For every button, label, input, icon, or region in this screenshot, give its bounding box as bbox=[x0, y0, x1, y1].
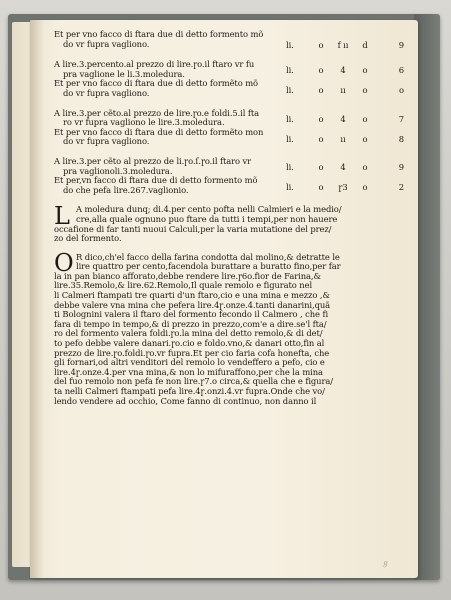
amount-part: o bbox=[318, 65, 324, 76]
amount-part: 2 bbox=[398, 181, 404, 192]
entry-amount bbox=[286, 41, 404, 51]
amount-part: 4 bbox=[340, 65, 346, 76]
amount-part: o bbox=[318, 40, 324, 50]
entry-line: ro vr fupra vagliono le lire.3.moledura. bbox=[63, 118, 225, 128]
drop-cap: O bbox=[54, 248, 74, 277]
paragraph-farina bbox=[54, 248, 372, 407]
text-line: del fuo remolo non pefa fe non lire.ɼ7.o circa,& quella che e figura/ bbox=[54, 377, 333, 387]
text-line: prezzo de lire.ɼo.foldi.ɼo.vr fupra.Et per cio faria cofa honefta, che bbox=[54, 348, 330, 358]
text-line: to pefo debbe valere danari.ɼo.cio e foldo.vno,& danari otto,fin al bbox=[54, 339, 325, 349]
text-line: zo del formento. bbox=[54, 234, 122, 244]
amount-part: o bbox=[318, 133, 324, 144]
entry-line: do vr fupra vagliono. bbox=[63, 88, 150, 98]
text-line: gli fornari,od altri venditori del remolo lo vendeffero a pefo, cio e bbox=[54, 358, 325, 368]
entry-line: do vr fupra vagliono. bbox=[63, 39, 150, 49]
amount-part: o bbox=[318, 85, 324, 96]
text-line: debbe valere vna mina che pefera lire.4ɼ.onze.4.tanti danarini,quã bbox=[54, 300, 331, 310]
entry-line: Et per,vn facco di ftara due di detto formento mõ bbox=[54, 176, 258, 186]
entry-1 bbox=[54, 30, 404, 50]
amount-part: o bbox=[318, 181, 324, 192]
paragraph-moledura bbox=[54, 202, 372, 244]
entry-amount bbox=[286, 86, 404, 96]
amount-li: li. bbox=[286, 85, 294, 96]
text-line: la in pan bianco afforato,debbe rendere lire.ɼ6o.fior de Farina,& bbox=[54, 271, 321, 281]
amount-part: o bbox=[362, 181, 368, 192]
text-line: ti Bolognini valera il ftaro del formento fecondo il Calmero , che fi bbox=[54, 310, 329, 320]
text-line: lire quattro per cento,facendola burattare a buratto fino,per far bbox=[76, 262, 341, 272]
entry-line: Et per vno facco di ftara due di detto formẽto mon bbox=[54, 127, 264, 137]
pencil-mark: ℊ bbox=[382, 559, 389, 567]
amount-li: li. bbox=[286, 40, 294, 50]
text-line: R dico,ch'el facco della farina condotta dal molino,& detratte le bbox=[76, 252, 340, 262]
entry-3 bbox=[54, 108, 404, 147]
entry-line: A lire.3.percento.al prezzo di lire.ɼo.il ftaro vr fu bbox=[54, 60, 255, 70]
entry-amount bbox=[286, 183, 404, 193]
amount-part: d bbox=[362, 40, 368, 50]
amount-part: f ıı bbox=[337, 40, 349, 50]
amount-li: li. bbox=[286, 65, 294, 76]
amount-li: li. bbox=[286, 161, 294, 172]
entry-amount bbox=[286, 163, 404, 173]
text-line: cre,alla quale ognuno puo ftare da tutti i tempi,per non hauere bbox=[76, 214, 338, 224]
entry-4 bbox=[54, 156, 404, 195]
amount-part: ıı bbox=[340, 133, 346, 144]
text-line: ta nelli Calmeri ftampati pefa lire.4ɼ.onzi.4.vr fupra.Onde che vo/ bbox=[54, 387, 325, 396]
amount-part: o bbox=[362, 85, 368, 96]
page-text bbox=[54, 30, 404, 406]
entry-line: pra vaglione le li.3.moledura. bbox=[63, 69, 185, 79]
amount-part: o bbox=[318, 161, 324, 172]
text-line: lire.4ɼ.onze.4.per vna mina,& non lo mifuraffono,per che la mina bbox=[54, 367, 323, 377]
text-line: li Calmeri ftampati tre quarti d'un ftaro,cio e una mina e mezzo ,& bbox=[54, 291, 330, 301]
amount-part: 8 bbox=[398, 133, 404, 144]
entry-line: A lire.3.per cẽto.al prezzo de lire.ɼo.e foldi.5.il fta bbox=[54, 108, 260, 118]
text-line: lendo vendere ad occhio, Come fanno di continuo, non danno il bbox=[54, 396, 317, 406]
amount-part: 9 bbox=[398, 40, 404, 50]
amount-li: li. bbox=[286, 113, 294, 124]
entry-line: do che pefa lire.267.vaglionio. bbox=[63, 185, 189, 195]
amount-part: o bbox=[399, 85, 404, 96]
amount-part: 6 bbox=[398, 65, 404, 76]
entry-line: Et per vno facco di ftara due di detto formẽto mõ bbox=[54, 79, 258, 89]
amount-part: 9 bbox=[398, 161, 404, 172]
amount-part: o bbox=[362, 161, 368, 172]
text-line: ro del formento valera foldi.ɼo.la mina del detto remolo,& di det/ bbox=[54, 329, 323, 339]
amount-part: o bbox=[362, 65, 368, 76]
amount-part: o bbox=[318, 113, 324, 124]
entry-2 bbox=[54, 60, 404, 98]
text-line: fara di tempo in tempo,& di prezzo in prezzo,com'e a dire.se'l fta/ bbox=[54, 319, 327, 329]
amount-part: 4 bbox=[340, 161, 346, 172]
text-line: lire.35.Remolo,& lire.62.Remolo,Il quale remolo e figurato nel bbox=[54, 281, 313, 291]
entry-line: do vr fupra vagliono. bbox=[63, 137, 150, 147]
entry-line: Et per vno facco di ftara due di detto formento mõ bbox=[54, 30, 264, 39]
text-line: A moledura dunq; di.4.per cento pofta nelli Calmieri e la medio/ bbox=[76, 205, 342, 215]
amount-li: li. bbox=[286, 133, 294, 144]
amount-part: o bbox=[362, 133, 368, 144]
entry-amount bbox=[286, 66, 404, 76]
amount-part: 4 bbox=[340, 113, 346, 124]
amount-part: ɼ3 bbox=[338, 181, 348, 192]
amount-part: ıı bbox=[340, 85, 346, 96]
amount-part: o bbox=[362, 113, 368, 124]
entry-line: pra vaglionoli.3.moledura. bbox=[63, 166, 173, 176]
entry-amount bbox=[286, 135, 404, 145]
entry-amount bbox=[286, 115, 404, 125]
entry-line: A lire.3.per cẽto al prezzo de li.ɼo.ſ.ɼo.il ftaro vr bbox=[54, 156, 252, 166]
amount-part: 7 bbox=[398, 113, 404, 124]
drop-cap: L bbox=[54, 202, 70, 231]
page-gutter-shadow bbox=[30, 20, 44, 578]
text-line: occafione di far tanti nuoui Calculi,per la varia mutatione del prez/ bbox=[54, 224, 332, 234]
amount-li: li. bbox=[286, 181, 294, 192]
